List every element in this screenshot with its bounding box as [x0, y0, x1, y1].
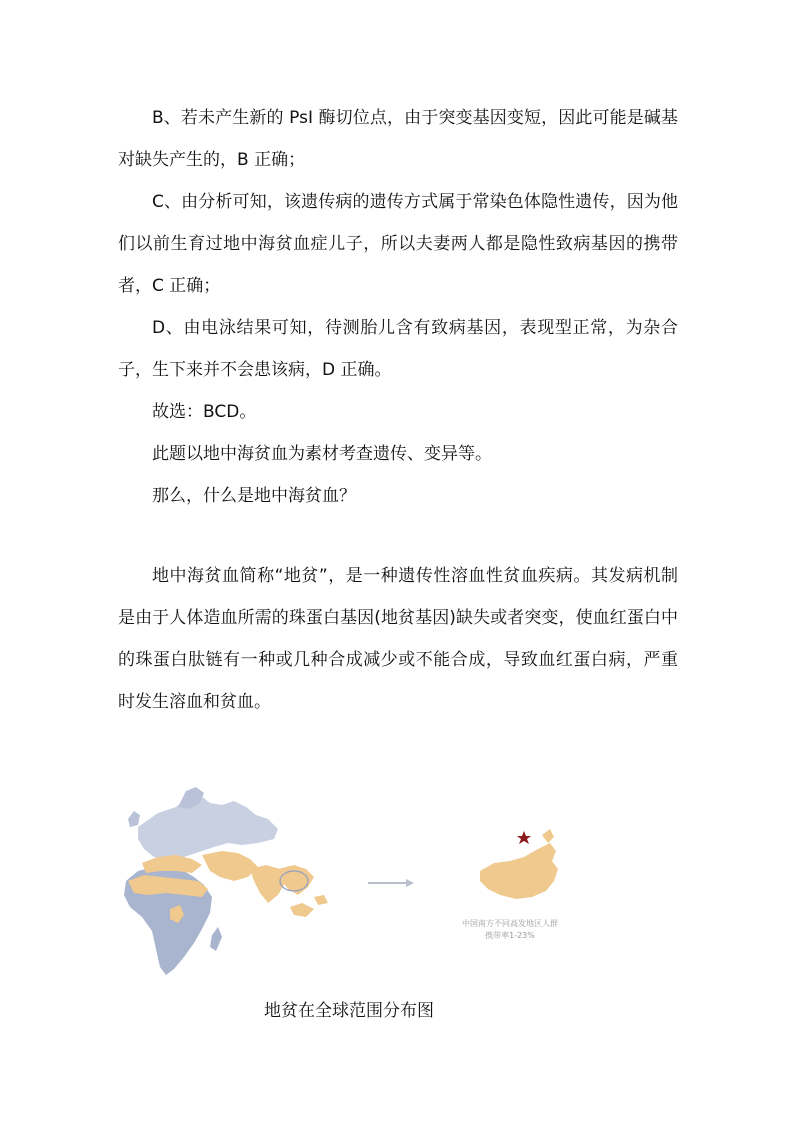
paragraph-option-b: B、若未产生新的 PsI 酶切位点，由于突变基因变短，因此可能是碱基对缺失产生的，B 正确；: [118, 108, 678, 170]
affected-region-indonesia: [290, 895, 328, 917]
paragraph-question: 那么，什么是地中海贫血？: [152, 486, 356, 506]
inset-taiwan-map: [542, 829, 554, 843]
madagascar-landmass: [210, 927, 222, 951]
uk-landmass: [128, 811, 140, 827]
world-map-illustration: [118, 785, 588, 985]
star-marker-icon: [517, 831, 531, 844]
paragraph-option-c: C、由分析可知，该遗传病的遗传方式属于常染色体隐性遗传，因为他们以前生育过地中海贫血症儿子，所以夫妻两人都是隐性致病基因的携带者，C 正确；: [118, 192, 678, 296]
affected-region-middle-east: [202, 851, 258, 881]
paragraph-definition: 地中海贫血简称“地贫”，是一种遗传性溶血性贫血疾病。其发病机制是由于人体造血所需的珠蛋白基因(地贫基因)缺失或者突变，使血红蛋白中的珠蛋白肽链有一种或几种合成减少或不能合成，导致血红蛋白病，严重时发生溶血和贫血。: [118, 566, 678, 712]
paragraph-intro: 此题以地中海贫血为素材考查遗传、变异等。: [152, 444, 492, 464]
paragraph-option-d: D、由电泳结果可知，待测胎儿含有致病基因，表现型正常，为杂合子，生下来并不会患该病，D 正确。: [118, 318, 678, 380]
affected-region-mediterranean: [142, 855, 202, 873]
inset-label-region: 中国南方不同高发地区人群: [462, 919, 558, 928]
figure-caption: 地贫在全球范围分布图: [264, 1001, 434, 1021]
distribution-map-figure: [118, 785, 588, 985]
paragraph-answer: 故选：BCD。: [152, 402, 257, 422]
arrow-head-icon: [406, 879, 414, 887]
inset-label-rate: 携带率1-23%: [485, 931, 535, 940]
inset-south-china-map: [480, 843, 558, 899]
europe-landmass: [138, 795, 278, 861]
